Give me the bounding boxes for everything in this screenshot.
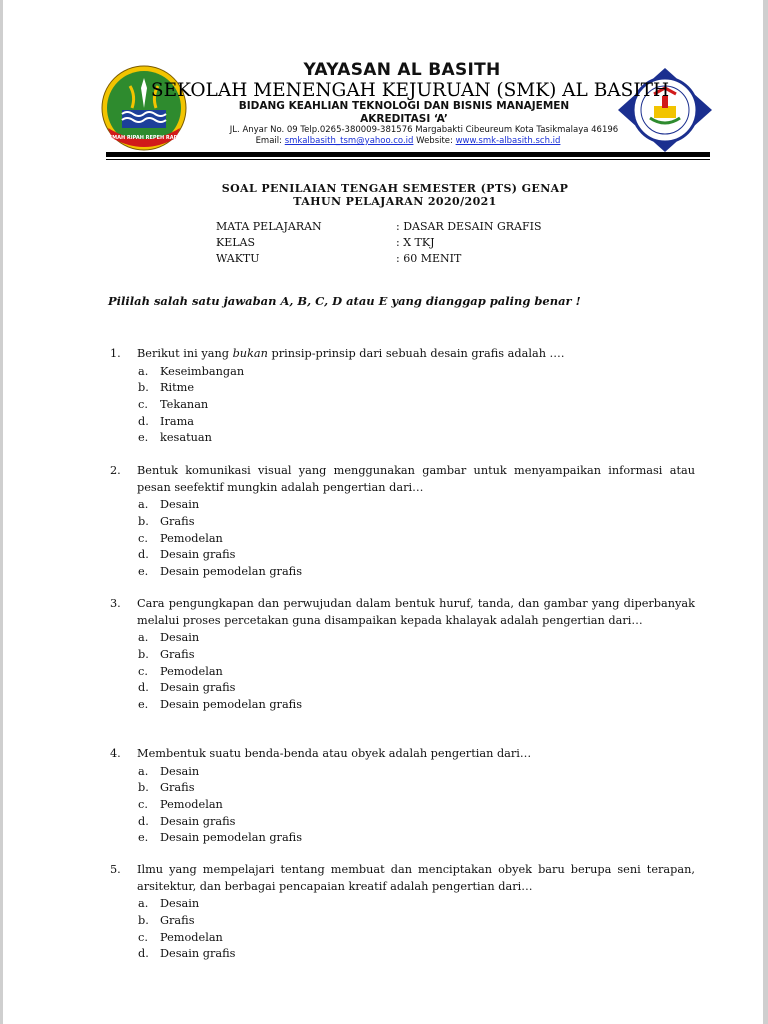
option-d[interactable]: d. Desain grafis — [138, 947, 236, 961]
question-emphasis: bukan — [232, 347, 268, 360]
option-b[interactable]: b. Grafis — [138, 515, 195, 529]
option-a[interactable]: a. Desain — [138, 764, 200, 778]
option-b[interactable]: b. Ritme — [138, 381, 195, 395]
option-e[interactable]: e. kesatuan — [138, 431, 212, 445]
option-e[interactable]: e. Desain pemodelan grafis — [138, 565, 303, 579]
accreditation: AKREDITASI ‘A’ — [360, 113, 448, 125]
option-list — [110, 764, 695, 847]
header-rule-thin — [106, 159, 710, 160]
left-logo-banner: GEMAH RIPAH REPEH RAPIH — [104, 135, 184, 141]
option-a[interactable]: a. Keseimbangan — [138, 364, 245, 378]
info-row-time — [216, 251, 542, 267]
option-c[interactable]: c. Tekanan — [138, 398, 209, 412]
option-d[interactable]: d. Desain grafis — [138, 814, 236, 828]
option-a[interactable]: a. Desain — [138, 631, 200, 645]
question-number: 4. — [110, 747, 121, 760]
question-number: 1. — [110, 347, 121, 360]
info-value: : DASAR DESAIN GRAFIS — [396, 220, 542, 233]
school-address: JL. Anyar No. 09 Telp.0265-380009-381576 Margabakti Cibeureum Kota Tasikmalaya 46196 — [229, 125, 619, 135]
question-1 — [110, 346, 695, 447]
info-value: : 60 MENIT — [396, 252, 462, 265]
exam-title: SOAL PENILAIAN TENGAH SEMESTER (PTS) GENAP — [221, 182, 569, 195]
question-5 — [110, 862, 695, 963]
exam-info — [216, 219, 542, 267]
website-link[interactable]: www.smk-albasith.sch.id — [455, 136, 561, 146]
question-text: Bentuk komunikasi visual yang menggunakan gambar untuk menyampaikan informasi atau pesan seefektif mungkin adalah pengertian dari… — [137, 464, 695, 494]
option-b[interactable]: b. Grafis — [138, 914, 195, 928]
question-number: 3. — [110, 597, 121, 610]
option-b[interactable]: b. Grafis — [138, 648, 195, 662]
info-label: MATA PELAJARAN — [216, 220, 322, 233]
page-edge-left — [0, 0, 3, 1024]
question-text: Ilmu yang mempelajari tentang membuat dan menciptakan obyek baru berupa seni terapan, arsitektur, dan berbagai pencapaian kreatif adalah pengertian dari… — [137, 863, 695, 893]
header-rule-thick — [106, 152, 710, 157]
question-number: 5. — [110, 863, 121, 876]
option-a[interactable]: a. Desain — [138, 897, 200, 911]
question-3 — [110, 596, 695, 714]
program-name: BIDANG KEAHLIAN TEKNOLOGI DAN BISNIS MANAJEMEN — [238, 100, 570, 112]
info-label: WAKTU — [216, 252, 260, 265]
email-link[interactable]: smkalbasith_tsm@yahoo.co.id — [284, 136, 414, 146]
option-list — [110, 630, 695, 713]
option-d[interactable]: d. Desain grafis — [138, 548, 236, 562]
contact-line — [24, 136, 768, 146]
option-c[interactable]: c. Pemodelan — [138, 664, 223, 678]
option-list — [110, 497, 695, 580]
question-number: 2. — [110, 464, 121, 477]
question-2 — [110, 463, 695, 581]
option-c[interactable]: c. Pemodelan — [138, 930, 223, 944]
foundation-name: YAYASAN AL BASITH — [303, 60, 501, 80]
info-value: : X TKJ — [396, 236, 435, 249]
school-name: SEKOLAH MENENGAH KEJURUAN (SMK) AL BASITH — [150, 80, 670, 101]
option-e[interactable]: e. Desain pemodelan grafis — [138, 698, 303, 712]
website-label: Website: — [416, 136, 453, 146]
option-c[interactable]: c. Pemodelan — [138, 798, 223, 812]
instruction: Pililah salah satu jawaban A, B, C, D atau E yang dianggap paling benar ! — [108, 294, 581, 308]
option-c[interactable]: c. Pemodelan — [138, 531, 223, 545]
page-edge-right — [763, 0, 768, 1024]
option-e[interactable]: e. Desain pemodelan grafis — [138, 831, 303, 845]
info-row-class — [216, 235, 542, 251]
question-text: Membentuk suatu benda-benda atau obyek adalah pengertian dari… — [137, 747, 532, 760]
info-row-subject — [216, 219, 542, 235]
exam-year: TAHUN PELAJARAN 2020/2021 — [293, 195, 497, 208]
question-text: Berikut ini yang bukan prinsip-prinsip dari sebuah desain grafis adalah …. — [137, 347, 565, 360]
option-d[interactable]: d. Irama — [138, 414, 195, 428]
option-a[interactable]: a. Desain — [138, 498, 200, 512]
info-label: KELAS — [216, 236, 256, 249]
question-4 — [110, 746, 695, 847]
question-text: Cara pengungkapan dan perwujudan dalam bentuk huruf, tanda, dan gambar yang diperbanyak melalui proses percetakan guna disampaikan kepada khalayak adalah pengertian dari… — [137, 597, 695, 627]
option-list — [110, 364, 695, 447]
email-label: Email: — [255, 136, 283, 146]
option-d[interactable]: d. Desain grafis — [138, 681, 236, 695]
option-list — [110, 896, 695, 963]
option-b[interactable]: b. Grafis — [138, 781, 195, 795]
